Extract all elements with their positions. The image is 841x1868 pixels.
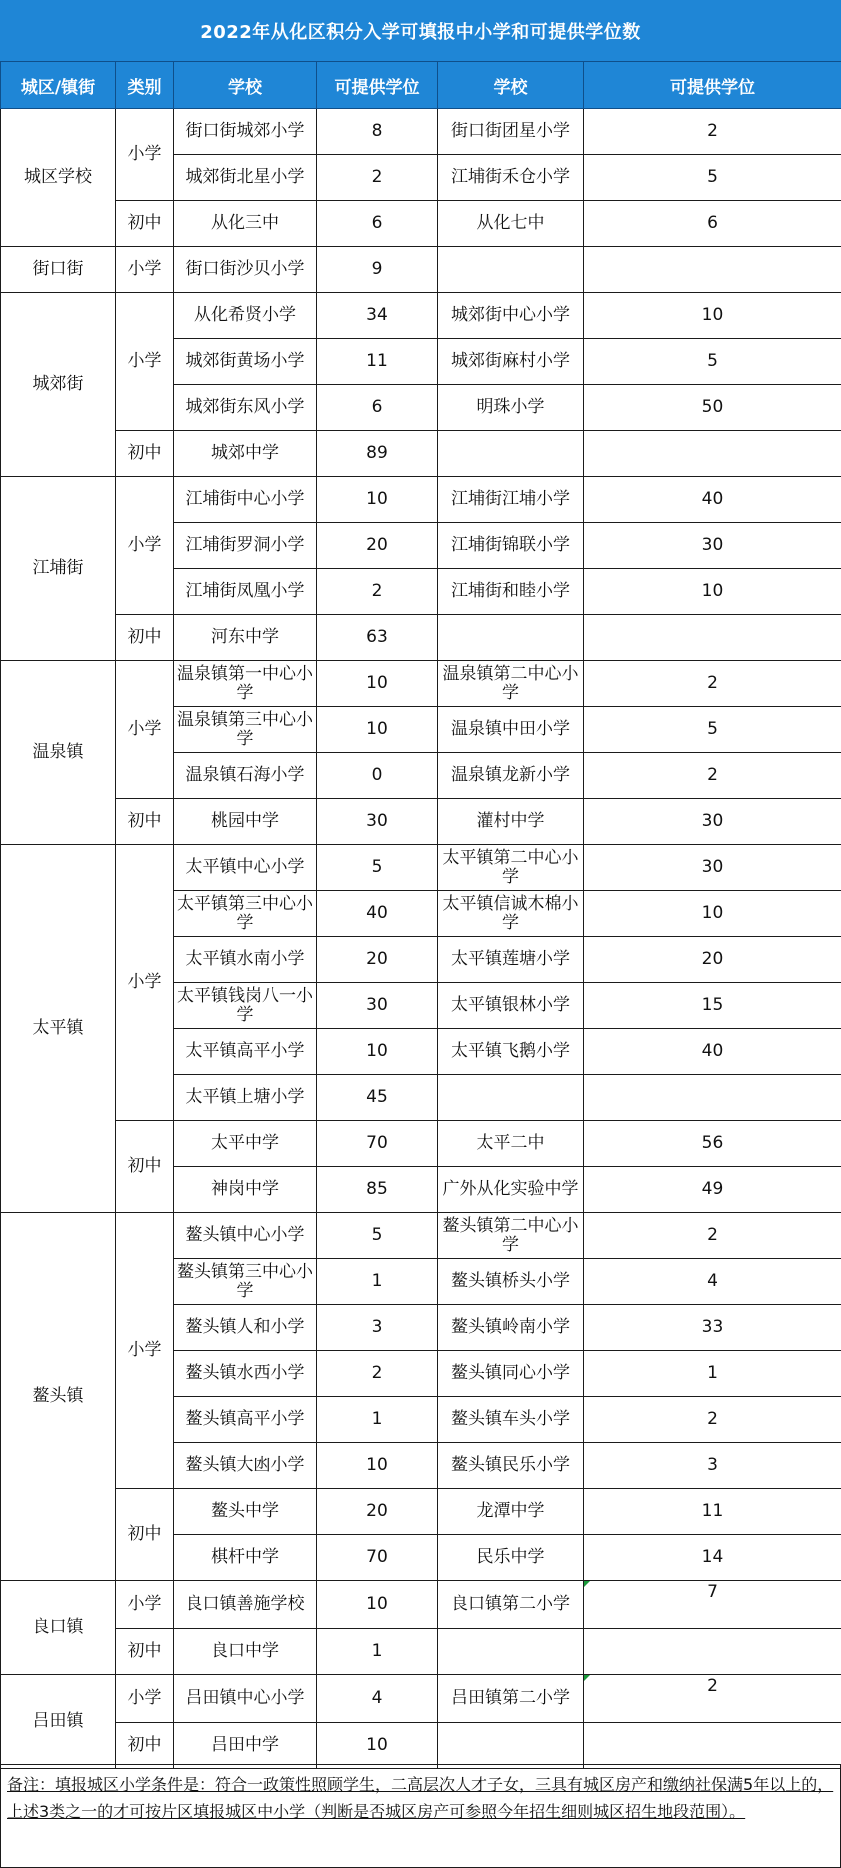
school-name-cell: 河东中学 [174, 615, 317, 661]
school-name-cell: 吕田镇中心小学 [174, 1675, 317, 1723]
quota-cell: 20 [317, 523, 438, 569]
table-row [1, 293, 841, 339]
page-title: 2022年从化区积分入学可填报中小学和可提供学位数 [0, 0, 841, 61]
table-row [1, 845, 841, 891]
quota-cell: 5 [317, 845, 438, 891]
school-name-cell: 城郊街北星小学 [174, 155, 317, 201]
quota-cell: 5 [584, 707, 841, 753]
quota-cell: 10 [317, 1723, 438, 1769]
quota-cell: 34 [317, 293, 438, 339]
school-quota-table [0, 61, 841, 1769]
quota-cell: 14 [584, 1535, 841, 1581]
district-cell: 江埔街 [1, 477, 116, 661]
quota-cell [584, 1629, 841, 1675]
table-row [1, 615, 841, 661]
quota-cell: 20 [584, 937, 841, 983]
header-school: 学校 [174, 62, 317, 109]
quota-cell: 49 [584, 1167, 841, 1213]
category-cell: 小学 [116, 845, 174, 1121]
table-row [1, 1723, 841, 1769]
footnote-prefix: 备注： [7, 1775, 56, 1794]
header-school: 学校 [438, 62, 584, 109]
school-name-cell: 太平镇中心小学 [174, 845, 317, 891]
quota-cell: 5 [317, 1213, 438, 1259]
quota-cell: 2 [584, 109, 841, 155]
quota-cell: 15 [584, 983, 841, 1029]
quota-cell: 30 [584, 845, 841, 891]
quota-cell: 6 [584, 201, 841, 247]
school-name-cell: 鳌头镇第三中心小学 [174, 1259, 317, 1305]
quota-cell: 1 [317, 1259, 438, 1305]
quota-cell: 30 [317, 983, 438, 1029]
school-name-cell: 太平二中 [438, 1121, 584, 1167]
school-name-cell: 太平镇钱岗八一小学 [174, 983, 317, 1029]
quota-cell: 20 [317, 937, 438, 983]
school-name-cell: 太平镇飞鹅小学 [438, 1029, 584, 1075]
quota-cell: 45 [317, 1075, 438, 1121]
district-cell: 良口镇 [1, 1581, 116, 1675]
school-name-cell: 太平中学 [174, 1121, 317, 1167]
quota-cell: 2 [584, 661, 841, 707]
school-name-cell: 江埔街中心小学 [174, 477, 317, 523]
school-name-cell: 棋杆中学 [174, 1535, 317, 1581]
quota-cell: 85 [317, 1167, 438, 1213]
category-cell: 初中 [116, 431, 174, 477]
footnote [0, 1764, 841, 1868]
quota-cell: 6 [317, 385, 438, 431]
category-cell: 小学 [116, 1213, 174, 1489]
school-name-cell: 江埔街江埔小学 [438, 477, 584, 523]
school-name-cell: 太平镇银林小学 [438, 983, 584, 1029]
category-cell: 初中 [116, 1723, 174, 1769]
quota-cell: 20 [317, 1489, 438, 1535]
district-cell: 城区学校 [1, 109, 116, 247]
table-row [1, 1581, 841, 1629]
table-row [1, 799, 841, 845]
quota-cell: 10 [317, 661, 438, 707]
school-name-cell: 从化希贤小学 [174, 293, 317, 339]
school-name-cell: 江埔街和睦小学 [438, 569, 584, 615]
school-name-cell: 太平镇信诚木棉小学 [438, 891, 584, 937]
quota-cell: 9 [317, 247, 438, 293]
quota-cell: 10 [317, 477, 438, 523]
quota-cell: 1 [584, 1351, 841, 1397]
school-name-cell: 鳌头镇第二中心小学 [438, 1213, 584, 1259]
quota-cell [584, 431, 841, 477]
category-cell: 小学 [116, 293, 174, 431]
quota-cell: 1 [317, 1629, 438, 1675]
school-name-cell: 街口街沙贝小学 [174, 247, 317, 293]
table-row [1, 661, 841, 707]
school-name-cell: 城郊街麻村小学 [438, 339, 584, 385]
quota-cell: 63 [317, 615, 438, 661]
school-name-cell: 江埔街锦联小学 [438, 523, 584, 569]
school-name-cell: 鳌头镇桥头小学 [438, 1259, 584, 1305]
quota-cell: 33 [584, 1305, 841, 1351]
quota-cell: 10 [317, 707, 438, 753]
school-name-cell: 鳌头镇高平小学 [174, 1397, 317, 1443]
district-cell: 鳌头镇 [1, 1213, 116, 1581]
quota-cell: 4 [317, 1675, 438, 1723]
quota-cell [584, 247, 841, 293]
quota-cell: 10 [317, 1443, 438, 1489]
quota-cell: 0 [317, 753, 438, 799]
school-name-cell: 太平镇第二中心小学 [438, 845, 584, 891]
school-name-cell [438, 431, 584, 477]
school-name-cell: 鳌头镇水西小学 [174, 1351, 317, 1397]
quota-cell: 11 [584, 1489, 841, 1535]
quota-cell: 70 [317, 1535, 438, 1581]
quota-cell: 50 [584, 385, 841, 431]
header-quota: 可提供学位 [317, 62, 438, 109]
quota-cell: 8 [317, 109, 438, 155]
table-row [1, 1629, 841, 1675]
school-name-cell: 城郊中学 [174, 431, 317, 477]
quota-cell: 70 [317, 1121, 438, 1167]
school-name-cell: 良口镇第二小学 [438, 1581, 584, 1629]
category-cell: 小学 [116, 1581, 174, 1629]
category-cell: 初中 [116, 615, 174, 661]
category-cell: 小学 [116, 1675, 174, 1723]
quota-cell: 2 [584, 753, 841, 799]
table-row [1, 201, 841, 247]
cell-corner-mark [584, 1675, 590, 1681]
school-name-cell: 温泉镇第三中心小学 [174, 707, 317, 753]
school-name-cell: 从化七中 [438, 201, 584, 247]
quota-cell: 2 [584, 1213, 841, 1259]
cell-corner-mark [584, 1581, 590, 1587]
school-name-cell: 从化三中 [174, 201, 317, 247]
school-name-cell: 鳌头中学 [174, 1489, 317, 1535]
quota-cell: 30 [317, 799, 438, 845]
school-name-cell: 民乐中学 [438, 1535, 584, 1581]
school-name-cell: 温泉镇龙新小学 [438, 753, 584, 799]
district-cell: 城郊街 [1, 293, 116, 477]
quota-cell: 89 [317, 431, 438, 477]
category-cell: 初中 [116, 799, 174, 845]
quota-cell: 30 [584, 799, 841, 845]
school-name-cell: 鳌头镇车头小学 [438, 1397, 584, 1443]
quota-value: 2 [707, 1676, 718, 1696]
school-name-cell: 良口镇善施学校 [174, 1581, 317, 1629]
table-row [1, 431, 841, 477]
school-name-cell: 城郊街中心小学 [438, 293, 584, 339]
table-row [1, 1121, 841, 1167]
footnote-text: 填报城区小学条件是：符合一政策性照顾学生，二高层次人才子女，三具有城区房产和缴纳社保满5年以上的，上述3类之一的才可按片区填报城区中小学（判断是否城区房产可参照今年招生细则城区招生地段范围）。 [7, 1775, 834, 1821]
quota-cell: 3 [584, 1443, 841, 1489]
school-name-cell: 太平镇莲塘小学 [438, 937, 584, 983]
quota-cell: 40 [584, 1029, 841, 1075]
table-row [1, 247, 841, 293]
quota-cell: 56 [584, 1121, 841, 1167]
header-district: 城区/镇街 [1, 62, 116, 109]
quota-cell: 5 [584, 339, 841, 385]
school-name-cell: 太平镇上塘小学 [174, 1075, 317, 1121]
school-name-cell: 龙潭中学 [438, 1489, 584, 1535]
school-name-cell: 温泉镇第二中心小学 [438, 661, 584, 707]
school-name-cell [438, 1629, 584, 1675]
quota-cell [584, 1675, 841, 1723]
table-header-row [1, 62, 841, 109]
district-cell: 温泉镇 [1, 661, 116, 845]
school-name-cell: 良口中学 [174, 1629, 317, 1675]
school-name-cell: 广外从化实验中学 [438, 1167, 584, 1213]
school-name-cell: 江埔街凤凰小学 [174, 569, 317, 615]
school-name-cell: 街口街城郊小学 [174, 109, 317, 155]
school-name-cell: 太平镇高平小学 [174, 1029, 317, 1075]
quota-cell: 2 [317, 569, 438, 615]
school-name-cell: 街口街团星小学 [438, 109, 584, 155]
district-cell: 街口街 [1, 247, 116, 293]
school-name-cell: 城郊街黄场小学 [174, 339, 317, 385]
quota-cell [584, 1723, 841, 1769]
quota-cell: 2 [584, 1397, 841, 1443]
school-name-cell [438, 1075, 584, 1121]
school-name-cell: 鳌头镇同心小学 [438, 1351, 584, 1397]
quota-cell: 10 [584, 891, 841, 937]
category-cell: 初中 [116, 1121, 174, 1213]
school-name-cell [438, 1723, 584, 1769]
category-cell: 小学 [116, 477, 174, 615]
district-cell: 吕田镇 [1, 1675, 116, 1769]
school-name-cell: 明珠小学 [438, 385, 584, 431]
school-name-cell [438, 247, 584, 293]
school-name-cell: 吕田镇第二小学 [438, 1675, 584, 1723]
quota-cell: 1 [317, 1397, 438, 1443]
quota-cell: 10 [584, 569, 841, 615]
table-row [1, 1213, 841, 1259]
table-row [1, 109, 841, 155]
table-body [1, 109, 841, 1769]
header-category: 类别 [116, 62, 174, 109]
category-cell: 小学 [116, 109, 174, 201]
school-name-cell: 太平镇第三中心小学 [174, 891, 317, 937]
quota-cell: 10 [317, 1581, 438, 1629]
quota-cell: 3 [317, 1305, 438, 1351]
category-cell: 初中 [116, 1629, 174, 1675]
quota-cell: 40 [584, 477, 841, 523]
category-cell: 初中 [116, 201, 174, 247]
quota-cell: 40 [317, 891, 438, 937]
quota-cell: 10 [317, 1029, 438, 1075]
quota-cell: 5 [584, 155, 841, 201]
category-cell: 小学 [116, 661, 174, 799]
school-name-cell: 江埔街禾仓小学 [438, 155, 584, 201]
school-name-cell: 温泉镇中田小学 [438, 707, 584, 753]
school-name-cell: 鳌头镇岭南小学 [438, 1305, 584, 1351]
school-name-cell [438, 615, 584, 661]
quota-cell: 2 [317, 1351, 438, 1397]
school-name-cell: 温泉镇第一中心小学 [174, 661, 317, 707]
school-name-cell: 桃园中学 [174, 799, 317, 845]
quota-cell [584, 1581, 841, 1629]
school-name-cell: 鳌头镇大凼小学 [174, 1443, 317, 1489]
school-name-cell: 鳌头镇民乐小学 [438, 1443, 584, 1489]
school-name-cell: 鳌头镇中心小学 [174, 1213, 317, 1259]
category-cell: 初中 [116, 1489, 174, 1581]
quota-cell: 10 [584, 293, 841, 339]
table-row [1, 477, 841, 523]
quota-cell: 6 [317, 201, 438, 247]
quota-value: 7 [707, 1582, 718, 1602]
school-name-cell: 温泉镇石海小学 [174, 753, 317, 799]
school-name-cell: 鳌头镇人和小学 [174, 1305, 317, 1351]
quota-cell: 30 [584, 523, 841, 569]
table-row [1, 1675, 841, 1723]
category-cell: 小学 [116, 247, 174, 293]
school-name-cell: 城郊街东风小学 [174, 385, 317, 431]
quota-cell: 2 [317, 155, 438, 201]
school-name-cell: 神岗中学 [174, 1167, 317, 1213]
header-quota: 可提供学位 [584, 62, 841, 109]
school-name-cell: 江埔街罗洞小学 [174, 523, 317, 569]
table-row [1, 1489, 841, 1535]
quota-cell: 11 [317, 339, 438, 385]
quota-cell [584, 615, 841, 661]
school-name-cell: 太平镇水南小学 [174, 937, 317, 983]
quota-cell: 4 [584, 1259, 841, 1305]
school-name-cell: 吕田中学 [174, 1723, 317, 1769]
school-name-cell: 灌村中学 [438, 799, 584, 845]
district-cell: 太平镇 [1, 845, 116, 1213]
quota-cell [584, 1075, 841, 1121]
